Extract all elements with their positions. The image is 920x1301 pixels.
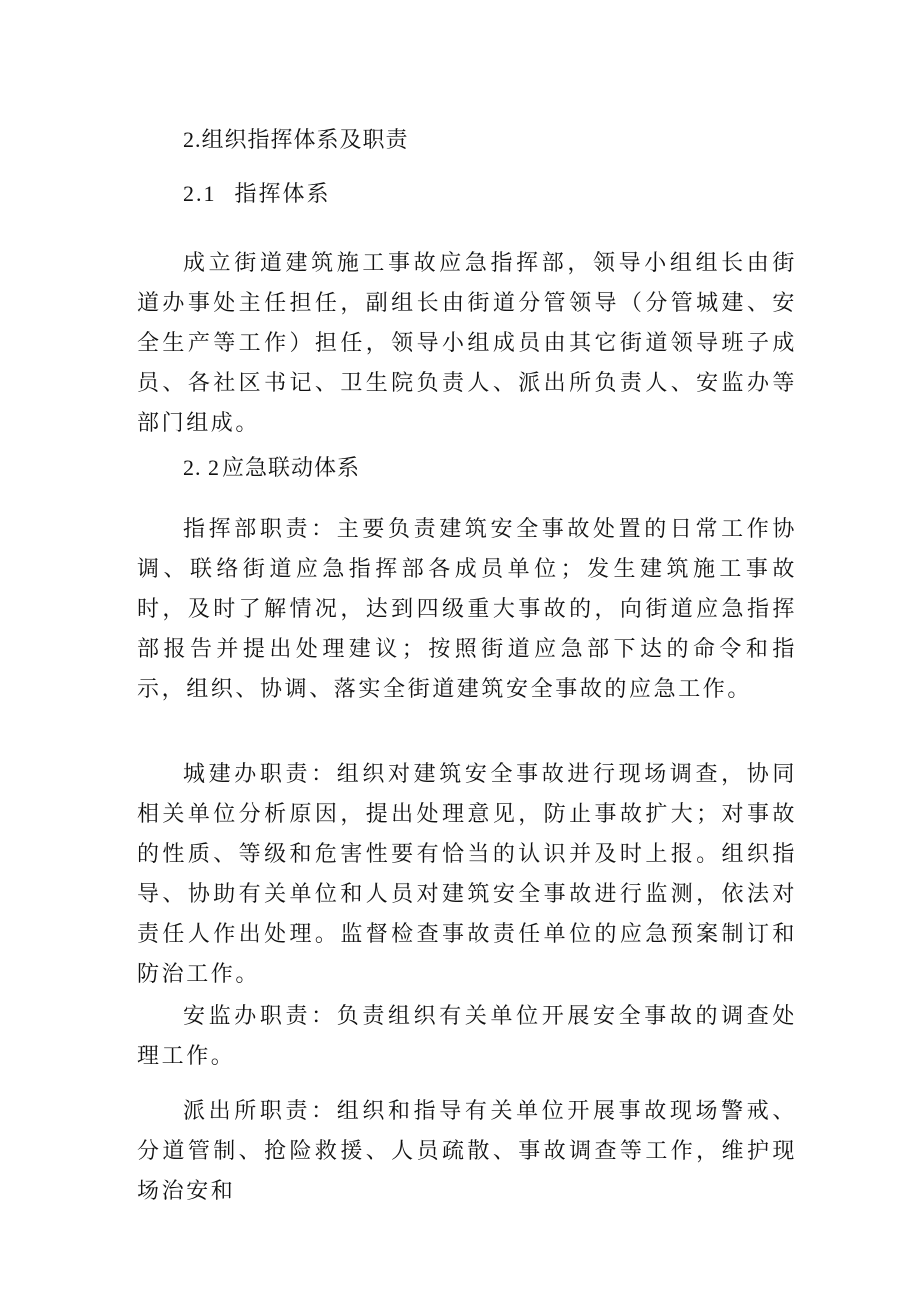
subsection-title: 应急联动体系	[222, 456, 361, 481]
subsection-heading-linkage	[183, 448, 360, 489]
paragraph-construction-office-duties: 城建办职责：组织对建筑安全事故进行现场调查，协同相关单位分析原因，提出处理意见，防止事故扩大；对事故的性质、等级和危害性要有恰当的认识并及时上报。组织指导、协助有关单位和人员对建筑安全事故进行监测，依法对责任人作出处理。监督检查事故责任单位的应急预案制订和防治工作。	[137, 762, 797, 987]
section-title: 组织指挥体系及职责	[201, 128, 409, 153]
subsection-number: 2.1	[183, 181, 217, 206]
subsection-title: 指挥体系	[234, 182, 331, 207]
subsection-number: 2. 2	[183, 455, 220, 480]
paragraph-safety-office-duties: 安监办职责：负责组织有关单位开展安全事故的调查处理工作。	[137, 1004, 797, 1069]
section-heading	[183, 120, 409, 161]
subsection-heading-command	[183, 174, 331, 215]
paragraph-hq-duties: 指挥部职责：主要负责建筑安全事故处置的日常工作协调、联络街道应急指挥部各成员单位；发生建筑施工事故时，及时了解情况，达到四级重大事故的，向街道应急指挥部报告并提出处理建议；按照街道应急部下达的命令和指示，组织、协调、落实全街道建筑安全事故的应急工作。	[137, 517, 797, 702]
section-number: 2.	[183, 127, 202, 152]
paragraph-command-system: 成立街道建筑施工事故应急指挥部，领导小组组长由街道办事处主任担任，副组长由街道分管领导（分管城建、安全生产等工作）担任，领导小组成员由其它街道领导班子成员、各社区书记、卫生院负责人、派出所负责人、安监办等部门组成。	[137, 251, 797, 436]
paragraph-police-station-duties: 派出所职责：组织和指导有关单位开展事故现场警戒、分道管制、抢险救援、人员疏散、事故调查等工作，维护现场治安和	[137, 1099, 797, 1204]
